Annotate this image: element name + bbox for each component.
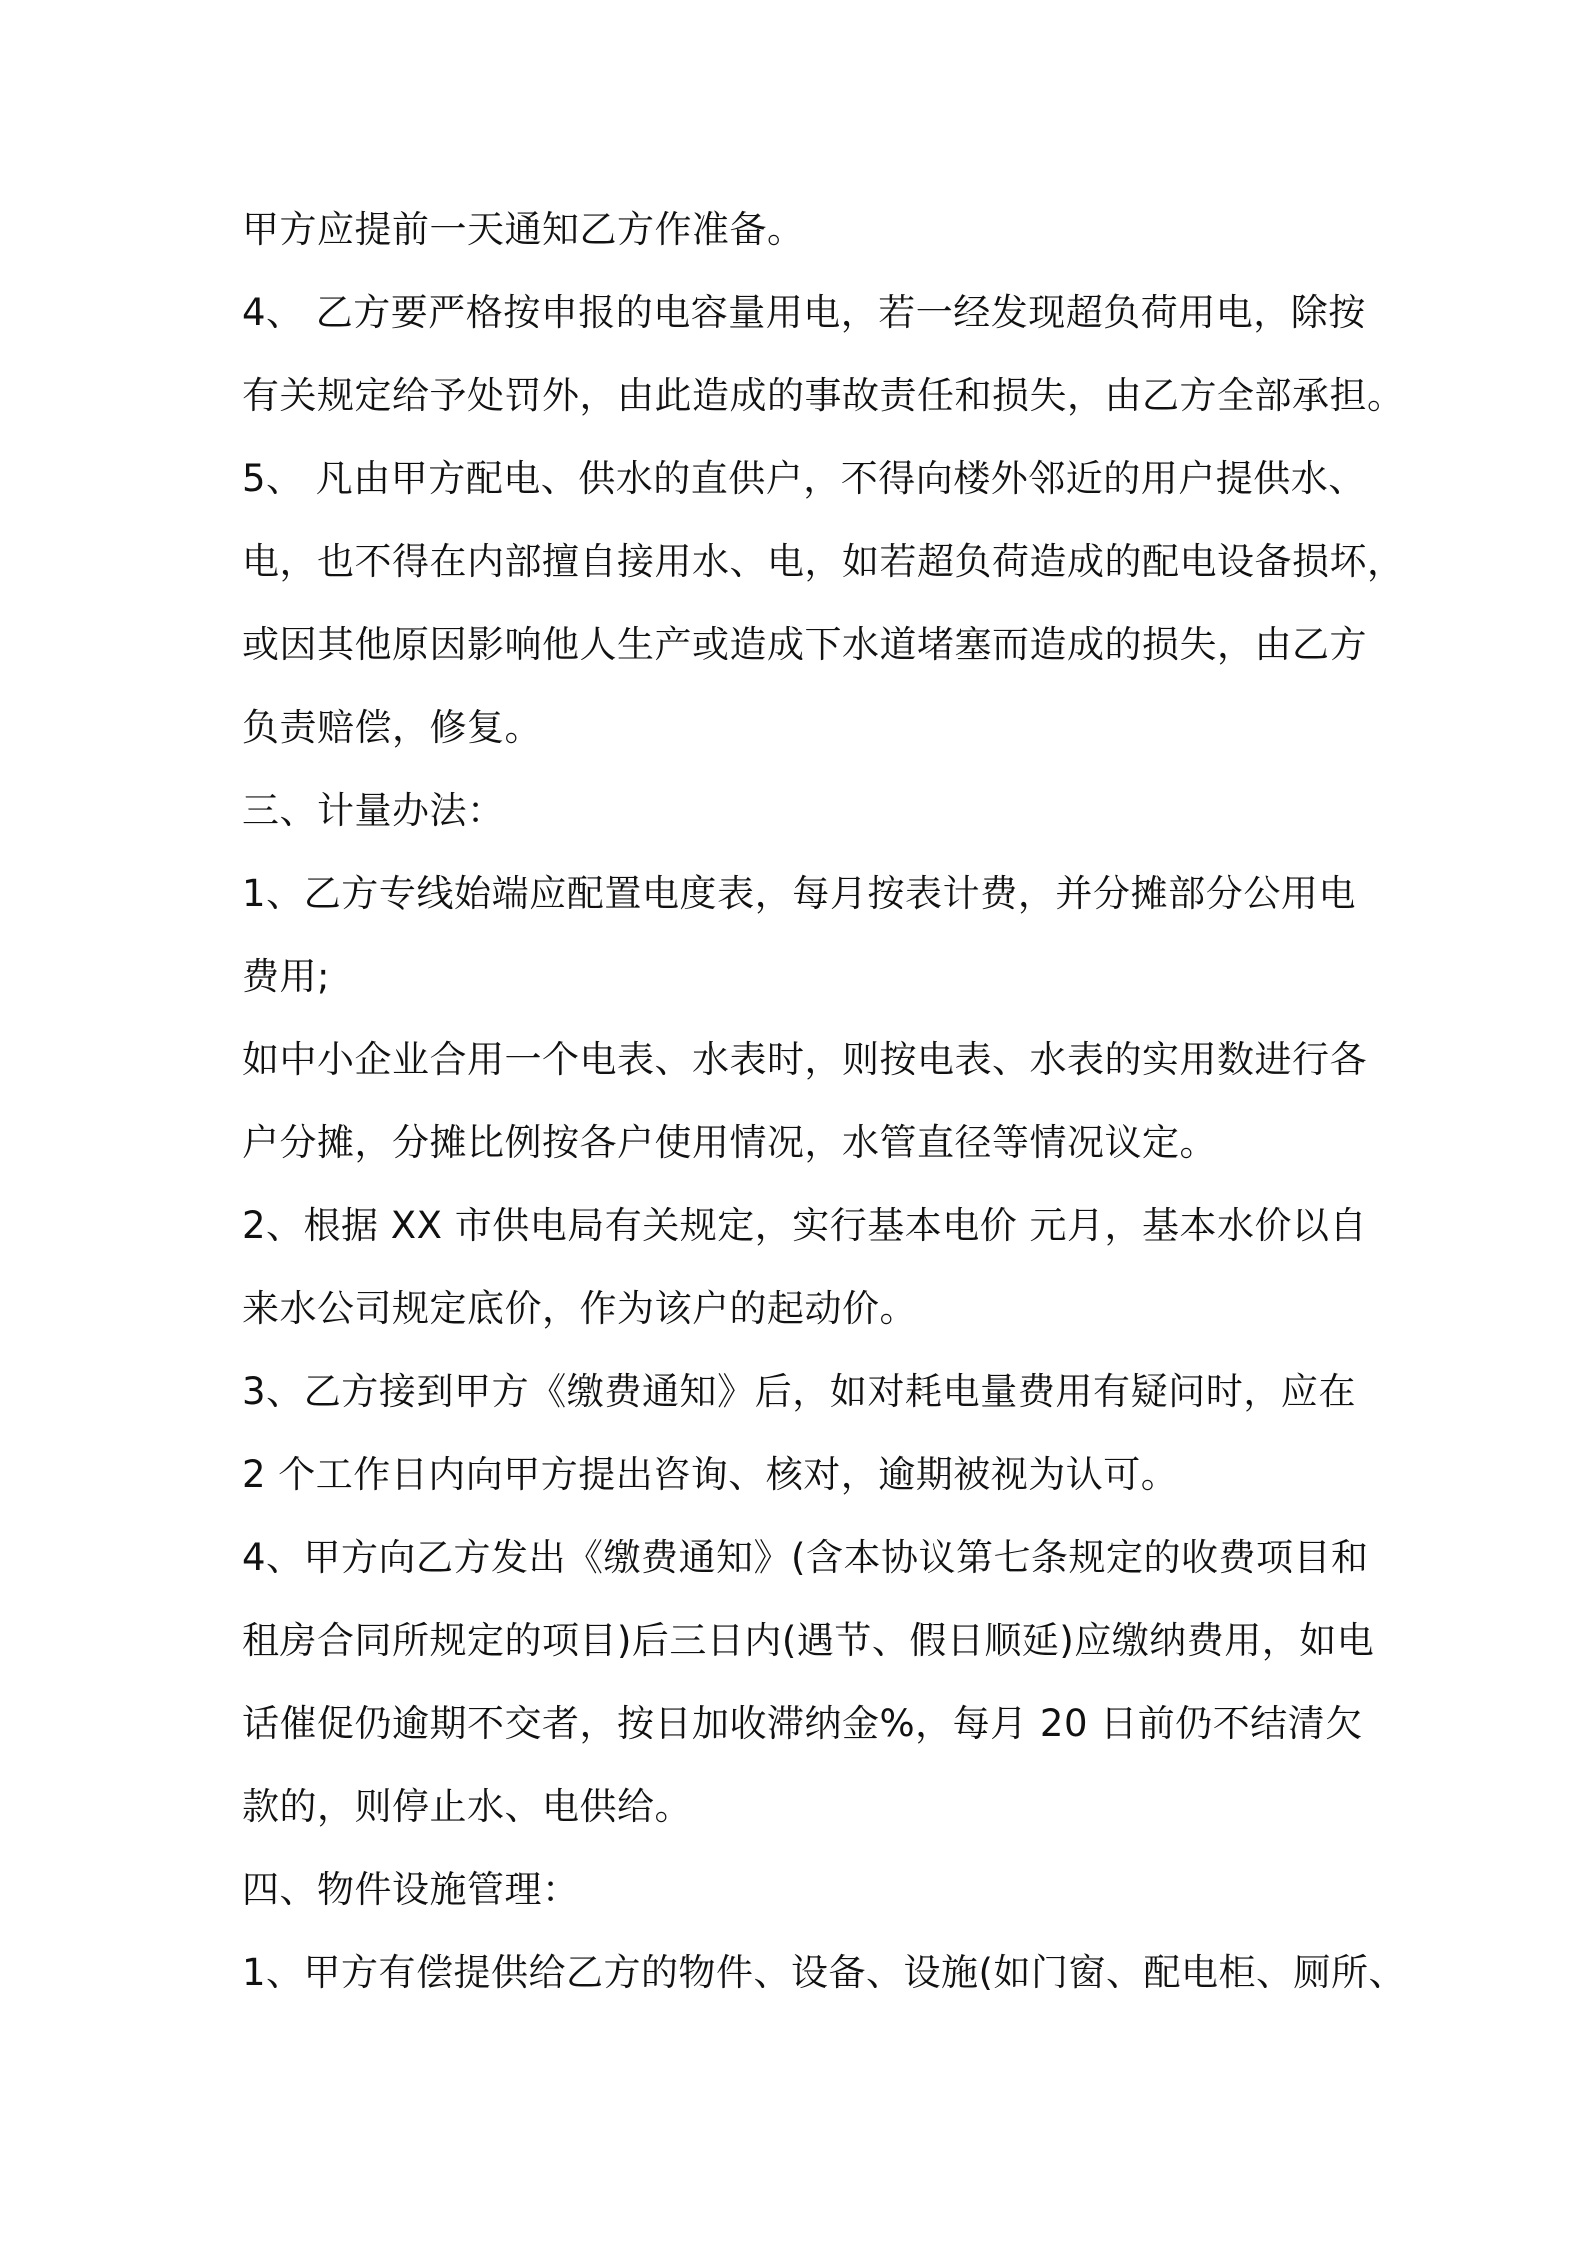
section-heading: 三、计量办法：	[242, 789, 505, 832]
text-line: 5、 凡由甲方配电、供水的直供户，不得向楼外邻近的用户提供水、	[242, 457, 1366, 500]
text-line: 款的，则停止水、电供给。	[242, 1785, 692, 1828]
text-line: 租房合同所规定的项目)后三日内(遇节、假日顺延)应缴纳费用，如电	[242, 1619, 1375, 1662]
text-line: 3、乙方接到甲方《缴费通知》后，如对耗电量费用有疑问时，应在	[242, 1370, 1356, 1413]
text-line: 费用;	[242, 955, 330, 998]
text-line: 负责赔偿，修复。	[242, 706, 542, 749]
text-line: 2 个工作日内向甲方提出咨询、核对，逾期被视为认可。	[242, 1453, 1179, 1496]
section-heading: 四、物件设施管理：	[242, 1868, 580, 1911]
text-line: 户分摊，分摊比例按各户使用情况，水管直径等情况议定。	[242, 1121, 1217, 1164]
text-line: 电，也不得在内部擅自接用水、电，如若超负荷造成的配电设备损坏，	[242, 540, 1405, 583]
text-line: 2、根据 XX 市供电局有关规定，实行基本电价 元月，基本水价以自	[242, 1204, 1368, 1247]
text-line: 如中小企业合用一个电表、水表时，则按电表、水表的实用数进行各	[242, 1038, 1367, 1081]
text-line: 话催促仍逾期不交者，按日加收滞纳金%，每月 20 日前仍不结清欠	[242, 1702, 1363, 1745]
text-line: 4、 乙方要严格按申报的电容量用电，若一经发现超负荷用电，除按	[242, 291, 1366, 334]
text-line: 1、甲方有偿提供给乙方的物件、设备、设施(如门窗、配电柜、厕所、	[242, 1951, 1406, 1994]
text-line: 1、乙方专线始端应配置电度表，每月按表计费，并分摊部分公用电	[242, 872, 1356, 915]
text-line: 4、甲方向乙方发出《缴费通知》(含本协议第七条规定的收费项目和	[242, 1536, 1369, 1579]
text-line: 或因其他原因影响他人生产或造成下水道堵塞而造成的损失，由乙方	[242, 623, 1367, 666]
text-line: 有关规定给予处罚外，由此造成的事故责任和损失，由乙方全部承担。	[242, 374, 1405, 417]
text-line: 甲方应提前一天通知乙方作准备。	[242, 208, 805, 251]
text-line: 来水公司规定底价，作为该户的起动价。	[242, 1287, 917, 1330]
